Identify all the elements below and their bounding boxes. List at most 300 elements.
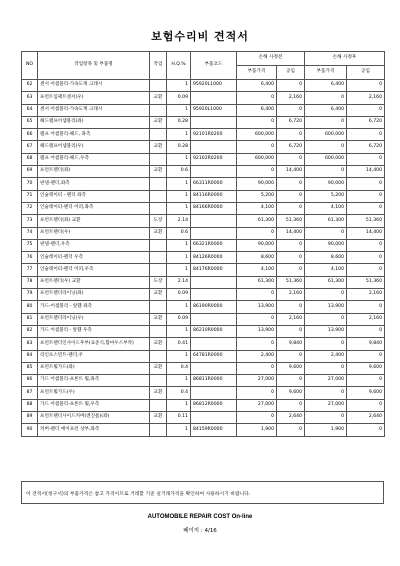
row-code: 86190R0000 (191, 301, 237, 313)
row-after-labor: 0 (347, 350, 385, 362)
table-row (22, 424, 385, 436)
row-after-part-price: 4,100 (305, 264, 347, 276)
row-no: 73 (22, 215, 38, 227)
row-before-part-price: 1,900 (237, 424, 277, 436)
row-before-labor: 14,400 (277, 166, 305, 178)
row-code (191, 166, 237, 178)
row-hq: 1 (167, 325, 191, 337)
table-row (22, 104, 385, 116)
row-no: 79 (22, 289, 38, 301)
row-before-part-price: 90,000 (237, 239, 277, 251)
row-code (191, 227, 237, 239)
row-code (191, 412, 237, 424)
row-code: 84159R0000 (191, 424, 237, 436)
row-code: 92101R0200 (191, 129, 237, 141)
row-before-labor: 51,360 (277, 215, 305, 227)
row-code: 66311R0000 (191, 178, 237, 190)
table-row (22, 375, 385, 387)
row-item: 인슐레이터-펜더 우측 (38, 252, 150, 264)
header-before: 손해 사정전 (237, 52, 305, 66)
row-item: 프런트펜더라이닝(우) (38, 313, 150, 325)
row-after-part-price: 2,400 (305, 350, 347, 362)
table-row (22, 301, 385, 313)
row-after-labor: 14,400 (347, 227, 385, 239)
row-item: 인슐레이터-펜더 어퍼,우측 (38, 264, 150, 276)
row-before-part-price: 600,000 (237, 129, 277, 141)
row-no: 83 (22, 338, 38, 350)
row-before-labor: 0 (277, 190, 305, 202)
row-no: 66 (22, 129, 38, 141)
row-no: 87 (22, 387, 38, 399)
row-work (150, 104, 167, 116)
row-no: 89 (22, 412, 38, 424)
row-before-labor: 6,720 (277, 141, 305, 153)
row-no: 68 (22, 153, 38, 165)
row-before-part-price: 0 (237, 166, 277, 178)
row-no: 82 (22, 325, 38, 337)
row-before-part-price: 0 (237, 227, 277, 239)
row-before-part-price: 5,200 (237, 190, 277, 202)
table-row (22, 399, 385, 411)
header-no: NO (22, 52, 38, 80)
table-row (22, 252, 385, 264)
row-hq: 1 (167, 190, 191, 202)
row-before-labor: 2,160 (277, 92, 305, 104)
row-before-labor: 0 (277, 202, 305, 214)
row-before-part-price: 90,000 (237, 178, 277, 190)
row-before-part-price: 4,100 (237, 264, 277, 276)
row-no: 88 (22, 399, 38, 411)
row-code: 84176R0000 (191, 264, 237, 276)
row-item: 헤드램프어셈블리(좌) (38, 116, 150, 128)
row-code: 86210R0000 (191, 325, 237, 337)
row-work (150, 80, 167, 92)
row-after-labor: 0 (347, 325, 385, 337)
row-before-part-price: 61,300 (237, 276, 277, 288)
row-no: 70 (22, 178, 38, 190)
row-hq: 0.11 (167, 412, 191, 424)
header-hq: H.Q.% (167, 52, 191, 80)
row-before-part-price: 0 (237, 338, 277, 350)
row-work: 교환 (150, 387, 167, 399)
page-title: 보험수리비 견적서 (151, 30, 249, 43)
row-after-labor: 0 (347, 424, 385, 436)
row-before-part-price: 61,300 (237, 215, 277, 227)
row-before-part-price: 600,000 (237, 153, 277, 165)
row-before-labor: 0 (277, 80, 305, 92)
row-item: 리인포스먼트-펜더,우 (38, 350, 150, 362)
row-after-part-price: 27,000 (305, 399, 347, 411)
row-work: 교환 (150, 289, 167, 301)
table-row (22, 362, 385, 374)
row-item: 헤드램프어셈블리(우) (38, 141, 150, 153)
row-hq: 1 (167, 129, 191, 141)
row-code: 92102R0200 (191, 153, 237, 165)
row-hq: 0.6 (167, 166, 191, 178)
table-row (22, 153, 385, 165)
row-before-part-price: 0 (237, 362, 277, 374)
row-work: 교환 (150, 227, 167, 239)
row-hq: 2.14 (167, 215, 191, 227)
row-item: 프런트펜더(우) (38, 227, 150, 239)
row-work (150, 325, 167, 337)
row-before-labor: 0 (277, 264, 305, 276)
row-item: 프런트임팩트센서(우) (38, 92, 150, 104)
row-hq: 0.09 (167, 289, 191, 301)
row-after-labor: 9,600 (347, 387, 385, 399)
row-after-labor: 51,360 (347, 215, 385, 227)
row-before-part-price: 0 (237, 289, 277, 301)
table-row (22, 92, 385, 104)
row-work: 교환 (150, 116, 167, 128)
row-after-part-price: 0 (305, 227, 347, 239)
row-work: 교환 (150, 412, 167, 424)
table-body (22, 80, 385, 437)
row-hq: 0.6 (167, 227, 191, 239)
table-row (22, 350, 385, 362)
row-code: 64781R0000 (191, 350, 237, 362)
row-after-labor: 0 (347, 202, 385, 214)
header-before-labor: 공임 (277, 66, 305, 80)
row-hq: 1 (167, 202, 191, 214)
row-after-part-price: 0 (305, 362, 347, 374)
row-before-part-price: 0 (237, 313, 277, 325)
header-after-labor: 공임 (347, 66, 385, 80)
row-before-part-price: 0 (237, 412, 277, 424)
row-before-part-price: 0 (237, 116, 277, 128)
row-after-labor: 9,840 (347, 338, 385, 350)
row-after-part-price: 600,000 (305, 129, 347, 141)
row-before-part-price: 0 (237, 92, 277, 104)
row-no: 67 (22, 141, 38, 153)
row-before-labor: 0 (277, 178, 305, 190)
row-hq: 1 (167, 239, 191, 251)
row-work: 교환 (150, 141, 167, 153)
row-before-labor: 0 (277, 375, 305, 387)
row-hq: 0.09 (167, 92, 191, 104)
row-work: 교환 (150, 338, 167, 350)
row-hq: 0.4 (167, 387, 191, 399)
row-after-labor: 0 (347, 252, 385, 264)
row-before-labor: 0 (277, 104, 305, 116)
table-row (22, 289, 385, 301)
page-number: 페이지 : 4/16 (183, 528, 217, 534)
row-code (191, 362, 237, 374)
row-work: 교환 (150, 362, 167, 374)
row-hq: 1 (167, 264, 191, 276)
row-work (150, 202, 167, 214)
disclaimer-note: 이 견적서(청구서)의 부품가격은 참고 가격이므로 거래할 기준 실거래가격을 확인하여 사용하시기 바랍니다. (21, 481, 384, 504)
row-code: 84116R0000 (191, 190, 237, 202)
row-before-labor: 0 (277, 129, 305, 141)
row-no: 71 (22, 190, 38, 202)
row-work (150, 350, 167, 362)
row-after-part-price: 0 (305, 141, 347, 153)
row-item: 가드 어셈블리-프론트 휠,좌측 (38, 375, 150, 387)
table-row (22, 202, 385, 214)
row-no: 63 (22, 92, 38, 104)
row-hq: 0.4 (167, 362, 191, 374)
header-item: 작업항목 및 부품명 (38, 52, 150, 80)
row-after-part-price: 13,900 (305, 301, 347, 313)
row-work: 교환 (150, 313, 167, 325)
row-work (150, 239, 167, 251)
row-after-labor: 2,640 (347, 412, 385, 424)
row-hq: 0.28 (167, 116, 191, 128)
table-row (22, 412, 385, 424)
row-code: 84166R0000 (191, 202, 237, 214)
row-before-part-price: 0 (237, 141, 277, 153)
row-before-part-price: 2,400 (237, 350, 277, 362)
row-work: 교환 (150, 92, 167, 104)
row-before-part-price: 6,400 (237, 80, 277, 92)
row-before-labor: 0 (277, 424, 305, 436)
row-after-labor: 0 (347, 153, 385, 165)
row-work (150, 375, 167, 387)
row-after-labor: 2,160 (347, 289, 385, 301)
row-code (191, 313, 237, 325)
row-item: 프런트펜더인사이드후부(표준식,함마우스부착) (38, 338, 150, 350)
header-after-part-price: 부품가격 (305, 66, 347, 80)
row-code: 95920L1000 (191, 104, 237, 116)
row-item: 프런트펜더사이드커버(앤진룸)(좌) (38, 412, 150, 424)
row-before-labor: 14,400 (277, 227, 305, 239)
row-before-part-price: 0 (237, 387, 277, 399)
row-hq: 1 (167, 301, 191, 313)
row-item: 판넬-펜더,우측 (38, 239, 150, 251)
row-no: 90 (22, 424, 38, 436)
row-after-labor: 51,360 (347, 276, 385, 288)
row-after-labor: 6,720 (347, 116, 385, 128)
row-hq: 0.09 (167, 313, 191, 325)
row-work (150, 178, 167, 190)
row-hq: 1 (167, 178, 191, 190)
row-after-labor: 0 (347, 190, 385, 202)
row-item: 센서 어셈블리-가속도계 크래시 (38, 104, 150, 116)
row-after-labor: 0 (347, 239, 385, 251)
row-after-labor: 0 (347, 399, 385, 411)
row-after-labor: 0 (347, 264, 385, 276)
row-after-labor: 2,160 (347, 313, 385, 325)
row-after-part-price: 6,400 (305, 80, 347, 92)
row-before-labor: 2,160 (277, 289, 305, 301)
table-row (22, 190, 385, 202)
table-row (22, 227, 385, 239)
row-item: 램프 어셈블리-헤드, 좌측 (38, 129, 150, 141)
row-before-labor: 9,600 (277, 387, 305, 399)
row-hq: 1 (167, 424, 191, 436)
row-hq: 0.28 (167, 141, 191, 153)
row-no: 75 (22, 239, 38, 251)
row-after-labor: 0 (347, 375, 385, 387)
table-row (22, 313, 385, 325)
row-item: 프런트펜더라이닝(좌) (38, 289, 150, 301)
row-before-labor: 0 (277, 325, 305, 337)
table-row (22, 215, 385, 227)
row-hq: 1 (167, 375, 191, 387)
row-work (150, 190, 167, 202)
row-work (150, 264, 167, 276)
row-before-labor: 0 (277, 252, 305, 264)
row-hq: 1 (167, 399, 191, 411)
row-after-part-price: 0 (305, 412, 347, 424)
row-work: 교환 (150, 166, 167, 178)
row-item: 프런트휠가드(우) (38, 387, 150, 399)
row-after-part-price: 13,900 (305, 325, 347, 337)
row-hq: 0.41 (167, 338, 191, 350)
row-before-part-price: 8,600 (237, 252, 277, 264)
row-hq: 1 (167, 350, 191, 362)
table-row (22, 116, 385, 128)
table-row (22, 264, 385, 276)
row-code (191, 387, 237, 399)
estimate-table (21, 51, 385, 437)
row-no: 72 (22, 202, 38, 214)
row-item: 가드-어셈블리 - 앞휀 좌측 (38, 301, 150, 313)
row-before-part-price: 27,000 (237, 375, 277, 387)
row-before-part-price: 4,100 (237, 202, 277, 214)
row-code (191, 276, 237, 288)
row-no: 85 (22, 362, 38, 374)
row-code (191, 289, 237, 301)
row-no: 77 (22, 264, 38, 276)
row-after-labor: 6,720 (347, 141, 385, 153)
row-after-labor: 2,160 (347, 92, 385, 104)
row-after-part-price: 8,600 (305, 252, 347, 264)
row-after-labor: 0 (347, 129, 385, 141)
footer-title: AUTOMOBILE REPAIR COST On-line (147, 514, 253, 520)
row-work (150, 252, 167, 264)
row-item: 가드 어셈블리 - 앞휀 우측 (38, 325, 150, 337)
row-no: 65 (22, 116, 38, 128)
row-before-part-price: 13,900 (237, 325, 277, 337)
row-work (150, 301, 167, 313)
row-before-labor: 2,640 (277, 412, 305, 424)
table-row (22, 141, 385, 153)
row-work (150, 424, 167, 436)
row-before-labor: 51,360 (277, 276, 305, 288)
row-before-labor: 2,160 (277, 313, 305, 325)
row-no: 74 (22, 227, 38, 239)
row-code (191, 116, 237, 128)
table-row (22, 178, 385, 190)
table-row (22, 166, 385, 178)
header-before-part-price: 부품가격 (237, 66, 277, 80)
row-after-part-price: 5,200 (305, 190, 347, 202)
row-hq: 1 (167, 104, 191, 116)
row-no: 78 (22, 276, 38, 288)
row-after-labor: 0 (347, 80, 385, 92)
header-after: 손해 사정후 (305, 52, 385, 66)
row-after-part-price: 6,400 (305, 104, 347, 116)
table-row (22, 129, 385, 141)
row-code (191, 215, 237, 227)
row-after-labor: 0 (347, 301, 385, 313)
row-item: 가드 어셈블리-프론트 휠,우측 (38, 399, 150, 411)
header-work: 작업 (150, 52, 167, 80)
row-after-part-price: 90,000 (305, 178, 347, 190)
row-before-part-price: 27,000 (237, 399, 277, 411)
row-before-labor: 0 (277, 239, 305, 251)
row-hq: 1 (167, 153, 191, 165)
row-after-part-price: 0 (305, 92, 347, 104)
row-code (191, 92, 237, 104)
row-no: 62 (22, 80, 38, 92)
row-after-part-price: 600,000 (305, 153, 347, 165)
row-no: 80 (22, 301, 38, 313)
row-before-labor: 0 (277, 399, 305, 411)
table-row (22, 325, 385, 337)
row-item: 프런트펜더(우) 교환 (38, 276, 150, 288)
row-work: 도장 (150, 215, 167, 227)
row-no: 86 (22, 375, 38, 387)
row-code (191, 338, 237, 350)
row-code: 86811R0000 (191, 375, 237, 387)
row-item: 판넬-펜더,좌측 (38, 178, 150, 190)
row-after-labor: 9,600 (347, 362, 385, 374)
row-after-part-price: 61,300 (305, 276, 347, 288)
row-hq: 1 (167, 80, 191, 92)
row-hq: 2.14 (167, 276, 191, 288)
row-before-labor: 0 (277, 350, 305, 362)
row-no: 84 (22, 350, 38, 362)
row-no: 76 (22, 252, 38, 264)
row-after-part-price: 0 (305, 289, 347, 301)
row-item: 인슐레이터 - 펜더 좌측 (38, 190, 150, 202)
table-row (22, 276, 385, 288)
row-work (150, 129, 167, 141)
row-after-part-price: 90,000 (305, 239, 347, 251)
row-before-part-price: 6,400 (237, 104, 277, 116)
row-before-labor: 0 (277, 153, 305, 165)
row-code: 84126R0000 (191, 252, 237, 264)
row-before-labor: 0 (277, 301, 305, 313)
row-item: 램프 어셈블리-헤드,우측 (38, 153, 150, 165)
table-row (22, 387, 385, 399)
table-row (22, 239, 385, 251)
row-after-part-price: 0 (305, 313, 347, 325)
row-after-labor: 14,400 (347, 166, 385, 178)
row-before-part-price: 13,900 (237, 301, 277, 313)
row-code: 95920L1000 (191, 80, 237, 92)
row-no: 81 (22, 313, 38, 325)
row-item: 프런트펜더(좌) (38, 166, 150, 178)
row-before-labor: 9,600 (277, 362, 305, 374)
row-before-labor: 9,840 (277, 338, 305, 350)
row-after-part-price: 61,300 (305, 215, 347, 227)
row-after-part-price: 27,000 (305, 375, 347, 387)
row-work: 도장 (150, 276, 167, 288)
row-code (191, 141, 237, 153)
row-item: 프런트펜더(좌) 교환 (38, 215, 150, 227)
row-after-part-price: 4,100 (305, 202, 347, 214)
row-before-labor: 6,720 (277, 116, 305, 128)
header-code: 부품코드 (191, 52, 237, 80)
table-row (22, 80, 385, 92)
row-work (150, 399, 167, 411)
row-after-part-price: 0 (305, 166, 347, 178)
row-after-labor: 0 (347, 178, 385, 190)
row-no: 69 (22, 166, 38, 178)
row-item: 프런트휠가드(좌) (38, 362, 150, 374)
row-after-part-price: 0 (305, 116, 347, 128)
row-after-part-price: 0 (305, 338, 347, 350)
row-item: 커버-펜더 에이프런 상부,좌측 (38, 424, 150, 436)
table-row (22, 338, 385, 350)
row-after-labor: 0 (347, 104, 385, 116)
row-code: 66321R0000 (191, 239, 237, 251)
row-no: 64 (22, 104, 38, 116)
